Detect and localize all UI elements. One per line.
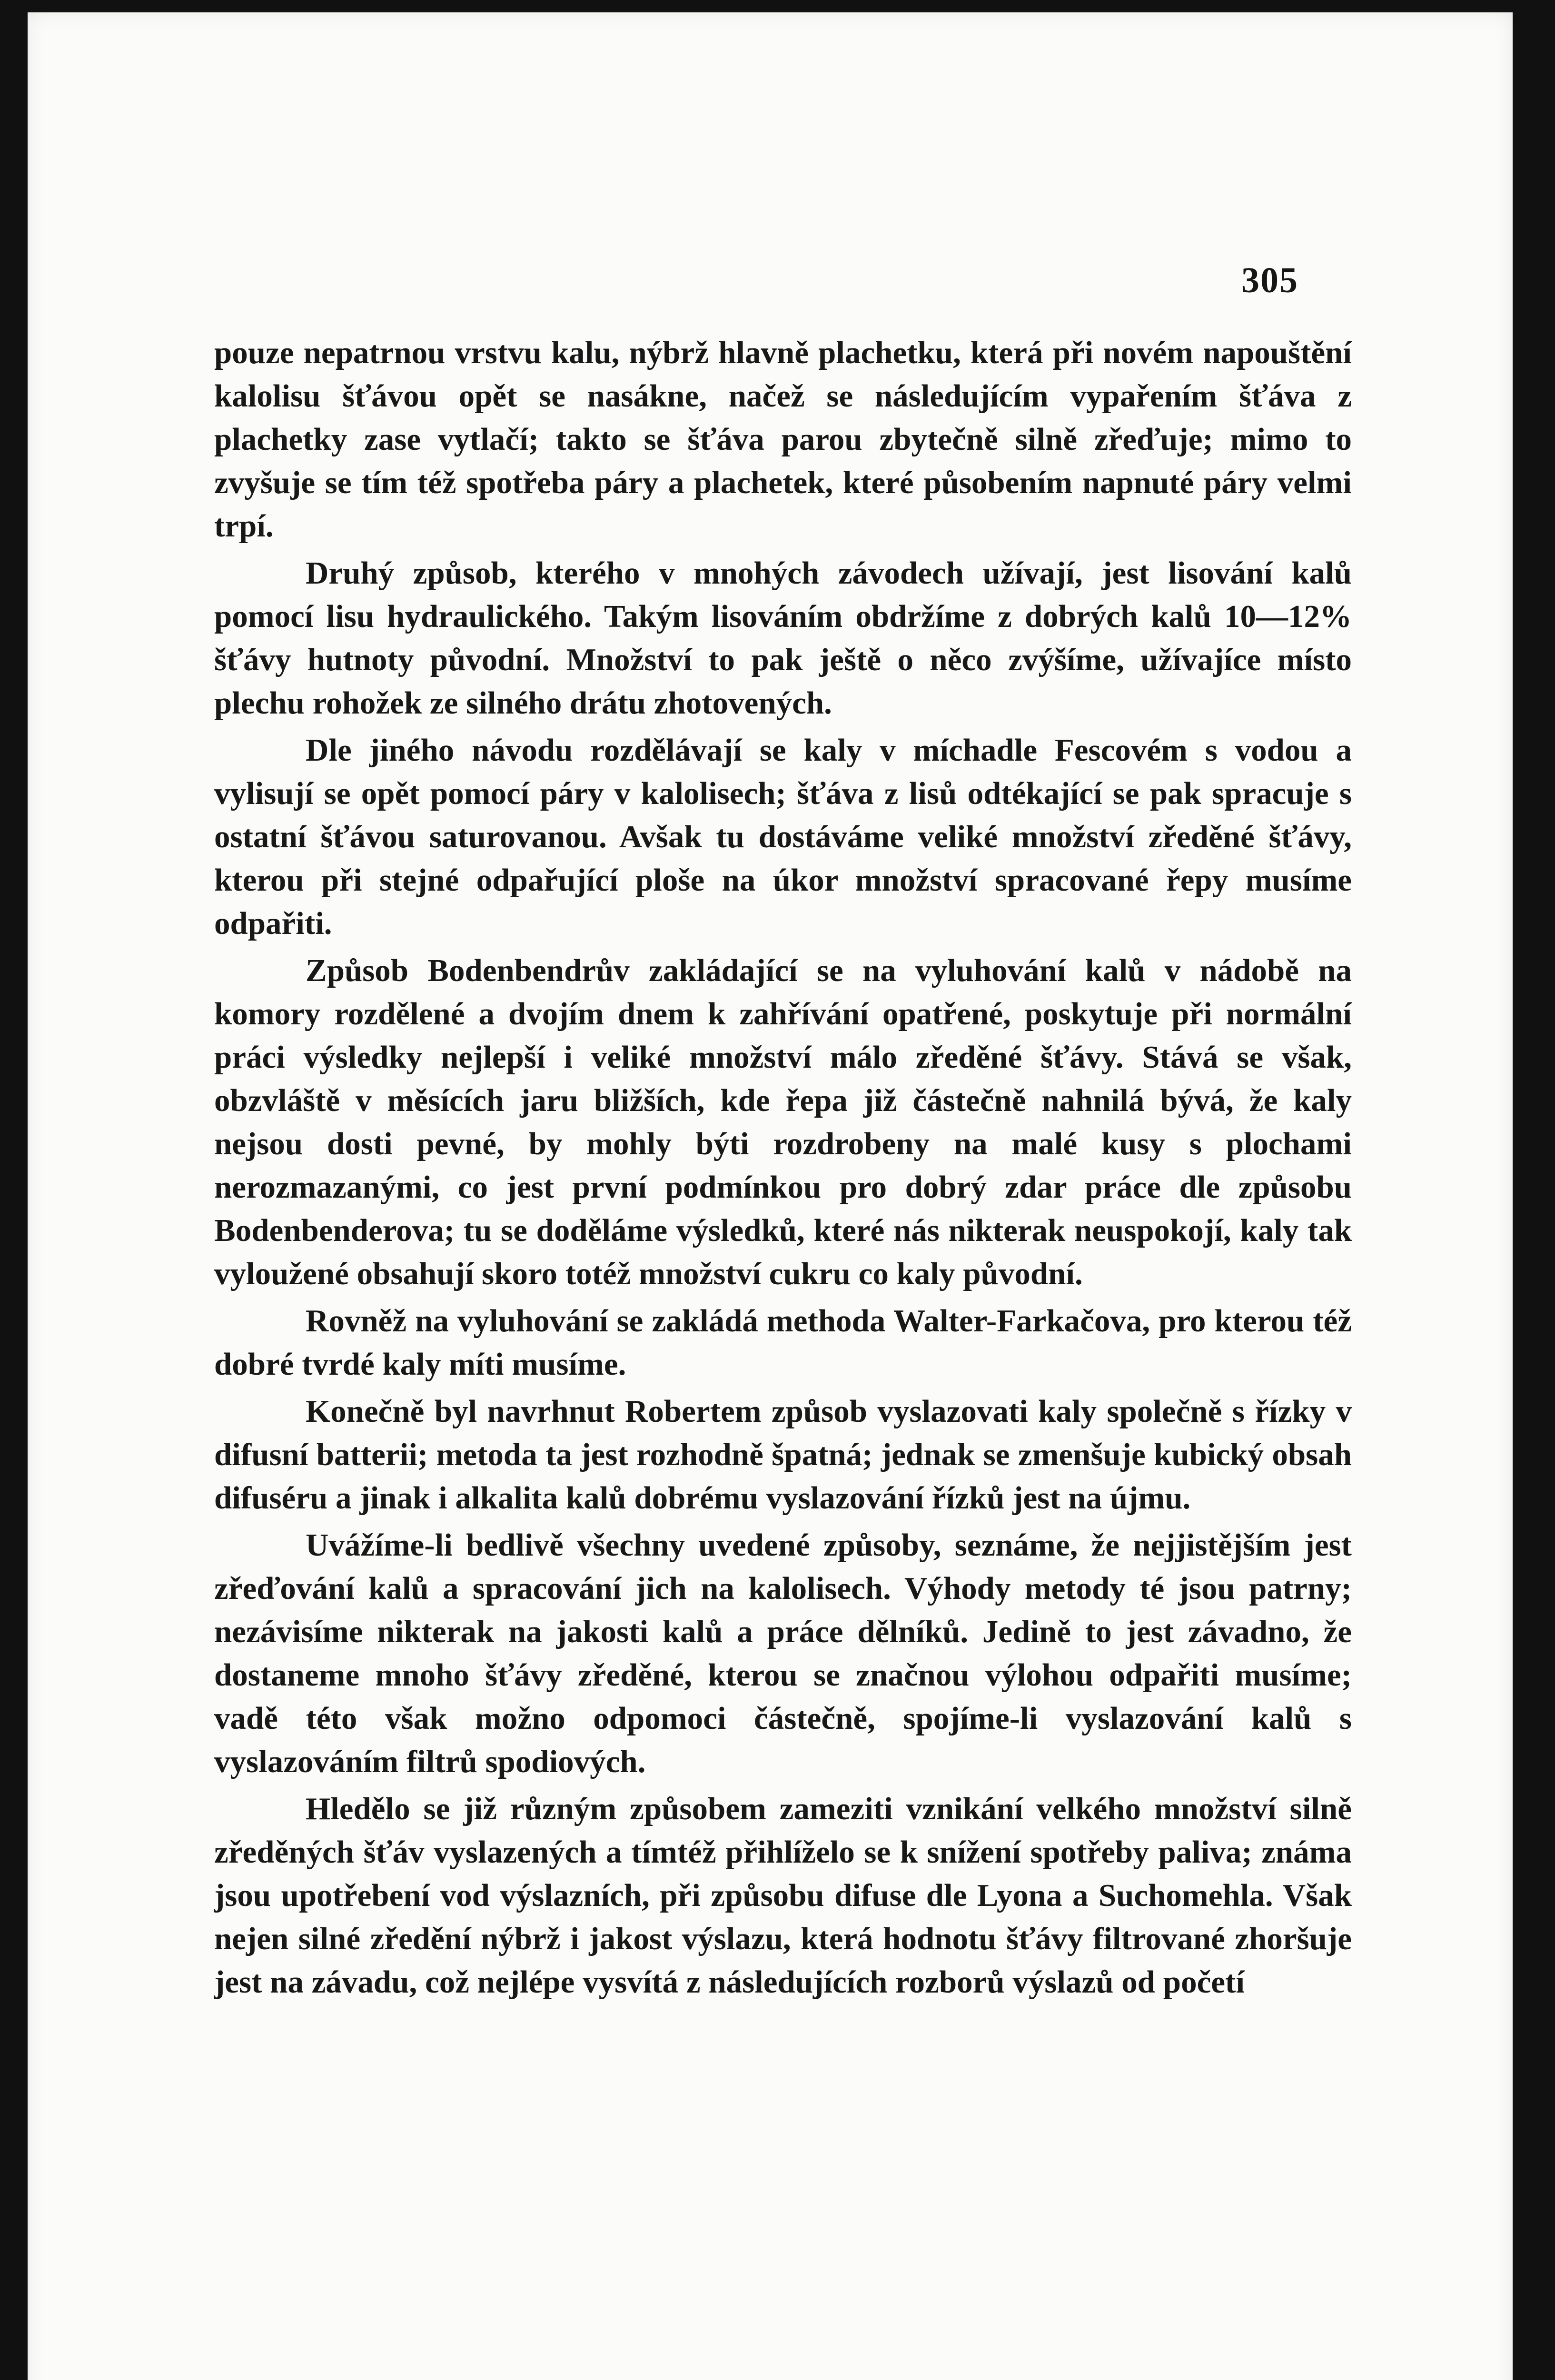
- page-number: 305: [1241, 260, 1298, 300]
- paragraph-8: Hledělo se již různým způsobem zameziti vznikání velkého množství silně zředěných šťáv vyslazených a tímtéž přihlíželo se k snížení spotřeby paliva; známa jsou upotřebení vod výslazních, při způsobu difuse dle Lyona a Suchomehla. Však nejen silné zředění nýbrž i jakost výslazu, která hodnotu šťávy filtrované zhoršuje jest na závadu, což nejlépe vysvítá z následujících rozborů výslazů od početí: [214, 1791, 1352, 2000]
- paragraph-7: Uvážíme-li bedlivě všechny uvedené způsoby, seznáme, že nejjistějším jest zřeďování kalů a spracování jich na kalolisech. Výhody metody té jsou patrny; nezávisíme nikterak na jakosti kalů a práce dělníků. Jedině to jest závadno, že dostaneme mnoho šťávy zředěné, kterou se značnou výlohou odpařiti musíme; vadě této však možno odpomoci částečně, spojíme-li vyslazování kalů s vyslazováním filtrů spodiových.: [214, 1527, 1352, 1779]
- paragraph-6: Konečně byl navrhnut Robertem způsob vyslazovati kaly společně s řízky v difusní batterii; metoda ta jest rozhodně špatná; jednak se zmenšuje kubický obsah difuséru a jinak i alkalita kalů dobrému vyslazování řízků jest na újmu.: [214, 1394, 1352, 1516]
- paragraph-1: pouze nepatrnou vrstvu kalu, nýbrž hlavně plachetku, která při novém napouštění kalolisu šťávou opět se nasákne, načež se následujícím vypařením šťáva z plachetky zase vytlačí; takto se šťáva parou zbytečně silně zřeďuje; mimo to zvyšuje se tím též spotřeba páry a plachetek, které působením napnuté páry velmi trpí.: [214, 335, 1352, 544]
- body-text: [214, 331, 1352, 2004]
- paragraph-5: Rovněž na vyluhování se zakládá methoda Walter-Farkačova, pro kterou též dobré tvrdé kaly míti musíme.: [214, 1303, 1352, 1382]
- paragraph-3: Dle jiného návodu rozdělávají se kaly v míchadle Fescovém s vodou a vylisují se opět pomocí páry v kalolisech; šťáva z lisů odtékající se pak spracuje s ostatní šťávou saturovanou. Avšak tu dostáváme veliké množství zředěné šťávy, kterou při stejné odpařující ploše na úkor množství spracované řepy musíme odpařiti.: [214, 733, 1352, 941]
- paragraph-2: Druhý způsob, kterého v mnohých závodech užívají, jest lisování kalů pomocí lisu hydraulického. Takým lisováním obdržíme z dobrých kalů 10—12% šťávy hutnoty původní. Množství to pak ještě o něco zvýšíme, užívajíce místo plechu rohožek ze silného drátu zhotovených.: [214, 555, 1352, 721]
- book-page: [28, 12, 1513, 2380]
- paragraph-4: Způsob Bodenbendrův zakládající se na vyluhování kalů v nádobě na komory rozdělené a dvojím dnem k zahřívání opatřené, poskytuje při normální práci výsledky nejlepší i veliké množství málo zředěné šťávy. Stává se však, obzvláště v měsících jaru bližších, kde řepa již částečně nahnilá bývá, že kaly nejsou dosti pevné, by mohly býti rozdrobeny na malé kusy s plochami nerozmazanými, co jest první podmínkou pro dobrý zdar práce dle způsobu Bodenbenderova; tu se doděláme výsledků, které nás nikterak neuspokojí, kaly tak vyloužené obsahují skoro totéž množství cukru co kaly původní.: [214, 953, 1352, 1291]
